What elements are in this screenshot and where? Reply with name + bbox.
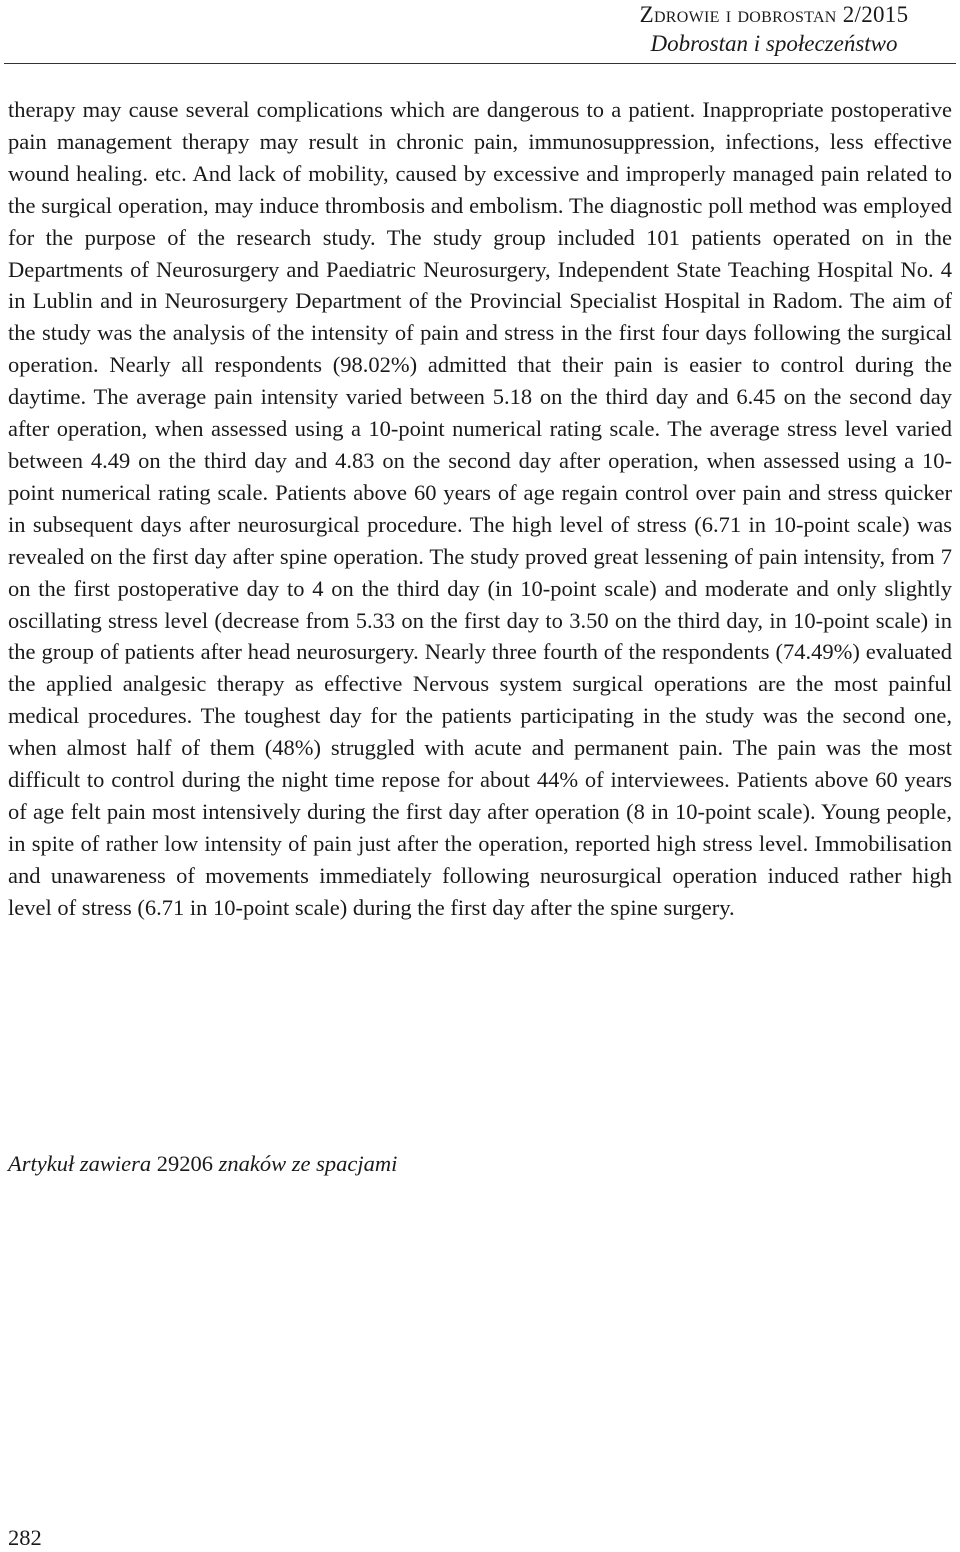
- abstract-paragraph: therapy may cause several complications which are dangerous to a patient. Inappropriate postoperative pain management therapy may result in chronic pain, immunosuppression, infections, less effective wound healing. etc. And lack of mobility, caused by excessive and improperly managed pain related to the surgical operation, may induce thrombosis and embolism. The diagnostic poll method was employed for the purpose of the research study. The study group included 101 patients operated on in the Departments of Neurosurgery and Paediatric Neurosurgery, Independent State Teaching Hospital No. 4 in Lublin and in Neurosurgery Department of the Provincial Specialist Hospital in Radom. The aim of the study was the analysis of the intensity of pain and stress in the first four days following the surgical operation. Nearly all respondents (98.02%) admitted that their pain is easier to control during the daytime. The average pain intensity varied between 5.18 on the third day and 6.45 on the second day after operation, when assessed using a 10-point numerical rating scale. The average stress level varied between 4.49 on the third day and 4.83 on the second day after operation, when assessed using a 10-point numerical rating scale. Patients above 60 years of age regain control over pain and stress quicker in subsequent days after neurosurgical procedure. The high level of stress (6.71 in 10-point scale) was revealed on the first day after spine operation. The study proved great lessening of pain intensity, from 7 on the first postoperative day to 4 on the third day (in 10-point scale) and moderate and only slightly oscillating stress level (decrease from 5.33 on the first day to 3.50 on the third day, in 10-point scale) in the group of patients after head neurosurgery. Nearly three fourth of the respondents (74.49%) evaluated the applied analgesic therapy as effective Nervous system surgical operations are the most painful medical procedures. The toughest day for the patients participating in the study was the second one, when almost half of them (48%) struggled with acute and permanent pain. The pain was the most difficult to control during the night time repose for about 44% of interviewees. Patients above 60 years of age felt pain most intensively during the first day after operation (8 in 10-point scale). Young people, in spite of rather low intensity of pain just after the operation, reported high stress level. Immobilisation and unawareness of movements immediately following neurosurgical operation induced rather high level of stress (6.71 in 10-point scale) during the first day after the spine surgery.: [8, 97, 952, 920]
- character-count-note: [8, 1148, 397, 1180]
- character-count-value: 29206: [156, 1151, 213, 1176]
- running-head: [604, 0, 944, 59]
- header-divider: [4, 63, 956, 64]
- section-title: Dobrostan i społeczeństwo: [650, 31, 898, 56]
- character-count-prefix: Artykuł zawiera: [8, 1151, 157, 1176]
- journal-title: Zdrowie i dobrostan 2/2015: [639, 2, 909, 27]
- character-count-suffix: znaków ze spacjami: [212, 1151, 398, 1176]
- page-number: 282: [8, 1525, 42, 1550]
